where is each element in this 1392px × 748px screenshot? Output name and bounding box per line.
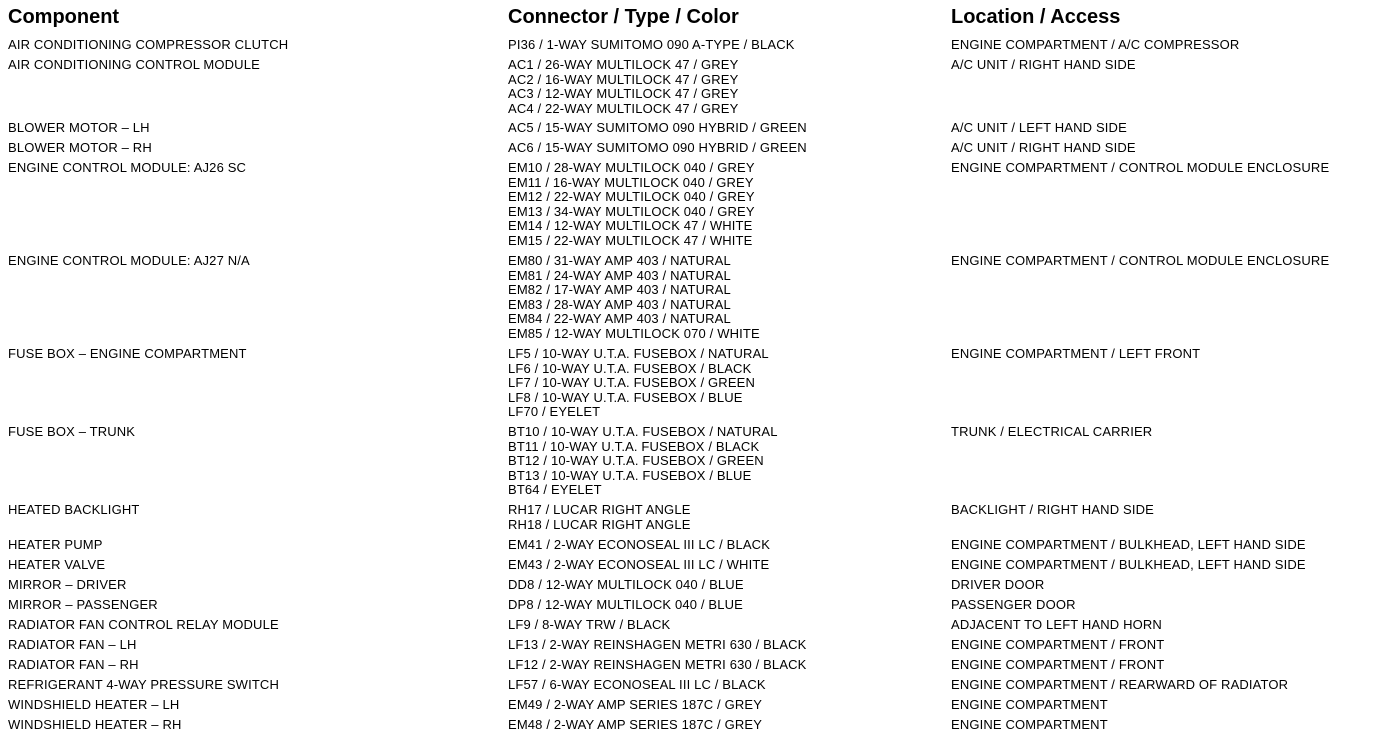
connector-entry: EM85 / 12-WAY MULTILOCK 070 / WHITE bbox=[508, 325, 760, 341]
component-name: ENGINE CONTROL MODULE: AJ27 N/A bbox=[8, 253, 250, 268]
connector-entry: AC1 / 26-WAY MULTILOCK 47 / GREY bbox=[508, 57, 739, 72]
component-name: WINDSHIELD HEATER – LH bbox=[8, 697, 180, 712]
connector-entry: LF6 / 10-WAY U.T.A. FUSEBOX / BLACK bbox=[508, 360, 752, 376]
location-access: ENGINE COMPARTMENT / CONTROL MODULE ENCLOSURE bbox=[951, 160, 1330, 175]
component-name: MIRROR – PASSENGER bbox=[8, 597, 158, 612]
connector-entry: AC5 / 15-WAY SUMITOMO 090 HYBRID / GREEN bbox=[508, 120, 807, 135]
location-access: ENGINE COMPARTMENT / BULKHEAD, LEFT HAND SIDE bbox=[951, 537, 1306, 552]
connector-entry: AC4 / 22-WAY MULTILOCK 47 / GREY bbox=[508, 100, 739, 116]
connector-entry: PI36 / 1-WAY SUMITOMO 090 A-TYPE / BLACK bbox=[508, 37, 795, 52]
location-access: A/C UNIT / RIGHT HAND SIDE bbox=[951, 140, 1136, 155]
connector-entry: AC2 / 16-WAY MULTILOCK 47 / GREY bbox=[508, 71, 739, 87]
location-access: DRIVER DOOR bbox=[951, 577, 1045, 592]
connector-entry: EM13 / 34-WAY MULTILOCK 040 / GREY bbox=[508, 203, 755, 219]
connector-entry: BT12 / 10-WAY U.T.A. FUSEBOX / GREEN bbox=[508, 453, 764, 468]
connector-list bbox=[508, 618, 670, 633]
component-name: RADIATOR FAN – LH bbox=[8, 637, 137, 652]
location-access: ENGINE COMPARTMENT / LEFT FRONT bbox=[951, 346, 1201, 361]
connector-entry: EM11 / 16-WAY MULTILOCK 040 / GREY bbox=[508, 174, 754, 190]
component-name: BLOWER MOTOR – LH bbox=[8, 120, 150, 135]
connector-entry: BT64 / EYELET bbox=[508, 482, 602, 497]
connector-list bbox=[508, 425, 778, 498]
component-name: ENGINE CONTROL MODULE: AJ26 SC bbox=[8, 160, 247, 175]
component-name: MIRROR – DRIVER bbox=[8, 577, 127, 592]
connector-list bbox=[508, 658, 807, 673]
component-name: BLOWER MOTOR – RH bbox=[8, 140, 152, 155]
connector-list bbox=[508, 678, 766, 693]
connector-entry: EM84 / 22-WAY AMP 403 / NATURAL bbox=[508, 311, 731, 326]
component-name: RADIATOR FAN CONTROL RELAY MODULE bbox=[8, 617, 279, 632]
component-name: AIR CONDITIONING COMPRESSOR CLUTCH bbox=[8, 37, 289, 52]
location-access: PASSENGER DOOR bbox=[951, 597, 1076, 612]
location-access: ENGINE COMPARTMENT bbox=[951, 697, 1108, 712]
connector-entry: RH18 / LUCAR RIGHT ANGLE bbox=[508, 516, 691, 532]
connector-entry: EM41 / 2-WAY ECONOSEAL III LC / BLACK bbox=[508, 537, 771, 552]
connector-list bbox=[508, 347, 769, 420]
connector-list bbox=[508, 638, 807, 653]
location-access: ADJACENT TO LEFT HAND HORN bbox=[951, 617, 1162, 632]
connector-list bbox=[508, 58, 738, 116]
connector-entry: BT11 / 10-WAY U.T.A. FUSEBOX / BLACK bbox=[508, 438, 760, 454]
location-access: ENGINE COMPARTMENT / FRONT bbox=[951, 637, 1165, 652]
connector-entry: LF7 / 10-WAY U.T.A. FUSEBOX / GREEN bbox=[508, 375, 756, 390]
location-access: A/C UNIT / LEFT HAND SIDE bbox=[951, 120, 1127, 135]
connector-list bbox=[508, 141, 807, 156]
connector-entry: EM10 / 28-WAY MULTILOCK 040 / GREY bbox=[508, 160, 755, 175]
connector-entry: DD8 / 12-WAY MULTILOCK 040 / BLUE bbox=[508, 577, 744, 592]
connector-list bbox=[508, 121, 807, 136]
connector-entry: LF13 / 2-WAY REINSHAGEN METRI 630 / BLACK bbox=[508, 637, 807, 652]
component-name: WINDSHIELD HEATER – RH bbox=[8, 717, 182, 732]
connector-entry: EM80 / 31-WAY AMP 403 / NATURAL bbox=[508, 253, 731, 268]
connector-list bbox=[508, 538, 770, 553]
connector-entry: LF5 / 10-WAY U.T.A. FUSEBOX / NATURAL bbox=[508, 346, 769, 361]
connector-entry: EM81 / 24-WAY AMP 403 / NATURAL bbox=[508, 267, 731, 283]
connector-entry: EM14 / 12-WAY MULTILOCK 47 / WHITE bbox=[508, 218, 753, 233]
component-name: AIR CONDITIONING CONTROL MODULE bbox=[8, 57, 260, 72]
component-name: FUSE BOX – ENGINE COMPARTMENT bbox=[8, 346, 247, 361]
location-access: TRUNK / ELECTRICAL CARRIER bbox=[951, 424, 1153, 439]
header-location: Location / Access bbox=[951, 6, 1121, 28]
location-access: ENGINE COMPARTMENT / CONTROL MODULE ENCLOSURE bbox=[951, 253, 1330, 268]
connector-entry: EM48 / 2-WAY AMP SERIES 187C / GREY bbox=[508, 717, 763, 732]
connector-entry: RH17 / LUCAR RIGHT ANGLE bbox=[508, 502, 691, 517]
location-access: ENGINE COMPARTMENT / REARWARD OF RADIATOR bbox=[951, 677, 1289, 692]
component-name: RADIATOR FAN – RH bbox=[8, 657, 139, 672]
header-connector: Connector / Type / Color bbox=[508, 6, 739, 28]
component-name: HEATED BACKLIGHT bbox=[8, 502, 140, 517]
connector-entry: LF9 / 8-WAY TRW / BLACK bbox=[508, 617, 671, 632]
component-name: HEATER VALVE bbox=[8, 557, 106, 572]
connector-entry: LF70 / EYELET bbox=[508, 404, 601, 419]
connector-list bbox=[508, 718, 762, 733]
connector-entry: EM12 / 22-WAY MULTILOCK 040 / GREY bbox=[508, 189, 755, 204]
connector-list bbox=[508, 161, 755, 248]
component-name: REFRIGERANT 4-WAY PRESSURE SWITCH bbox=[8, 677, 279, 692]
component-name: FUSE BOX – TRUNK bbox=[8, 424, 136, 439]
location-access: ENGINE COMPARTMENT / BULKHEAD, LEFT HAND SIDE bbox=[951, 557, 1306, 572]
connector-list bbox=[508, 38, 795, 53]
connector-entry: LF8 / 10-WAY U.T.A. FUSEBOX / BLUE bbox=[508, 389, 743, 405]
component-name: HEATER PUMP bbox=[8, 537, 103, 552]
connector-entry: BT13 / 10-WAY U.T.A. FUSEBOX / BLUE bbox=[508, 467, 752, 483]
connector-list bbox=[508, 558, 769, 573]
connector-list bbox=[508, 698, 762, 713]
connector-entry: LF12 / 2-WAY REINSHAGEN METRI 630 / BLACK bbox=[508, 657, 807, 672]
location-access: ENGINE COMPARTMENT / FRONT bbox=[951, 657, 1165, 672]
connector-entry: AC3 / 12-WAY MULTILOCK 47 / GREY bbox=[508, 86, 739, 101]
connector-entry: EM49 / 2-WAY AMP SERIES 187C / GREY bbox=[508, 697, 763, 712]
connector-entry: AC6 / 15-WAY SUMITOMO 090 HYBRID / GREEN bbox=[508, 140, 807, 155]
location-access: A/C UNIT / RIGHT HAND SIDE bbox=[951, 57, 1136, 72]
location-access: BACKLIGHT / RIGHT HAND SIDE bbox=[951, 502, 1154, 517]
connector-list bbox=[508, 254, 760, 341]
connector-entry: EM43 / 2-WAY ECONOSEAL III LC / WHITE bbox=[508, 557, 770, 572]
location-access: ENGINE COMPARTMENT / A/C COMPRESSOR bbox=[951, 37, 1240, 52]
connector-entry: DP8 / 12-WAY MULTILOCK 040 / BLUE bbox=[508, 597, 743, 612]
connector-entry: EM15 / 22-WAY MULTILOCK 47 / WHITE bbox=[508, 232, 753, 248]
connector-list bbox=[508, 503, 691, 532]
connector-entry: EM83 / 28-WAY AMP 403 / NATURAL bbox=[508, 296, 731, 312]
connector-list bbox=[508, 578, 744, 593]
connector-entry: EM82 / 17-WAY AMP 403 / NATURAL bbox=[508, 282, 731, 297]
connector-entry: BT10 / 10-WAY U.T.A. FUSEBOX / NATURAL bbox=[508, 424, 778, 439]
connector-list bbox=[508, 598, 743, 613]
location-access: ENGINE COMPARTMENT bbox=[951, 717, 1108, 732]
header-component: Component bbox=[8, 6, 120, 28]
connector-entry: LF57 / 6-WAY ECONOSEAL III LC / BLACK bbox=[508, 677, 766, 692]
